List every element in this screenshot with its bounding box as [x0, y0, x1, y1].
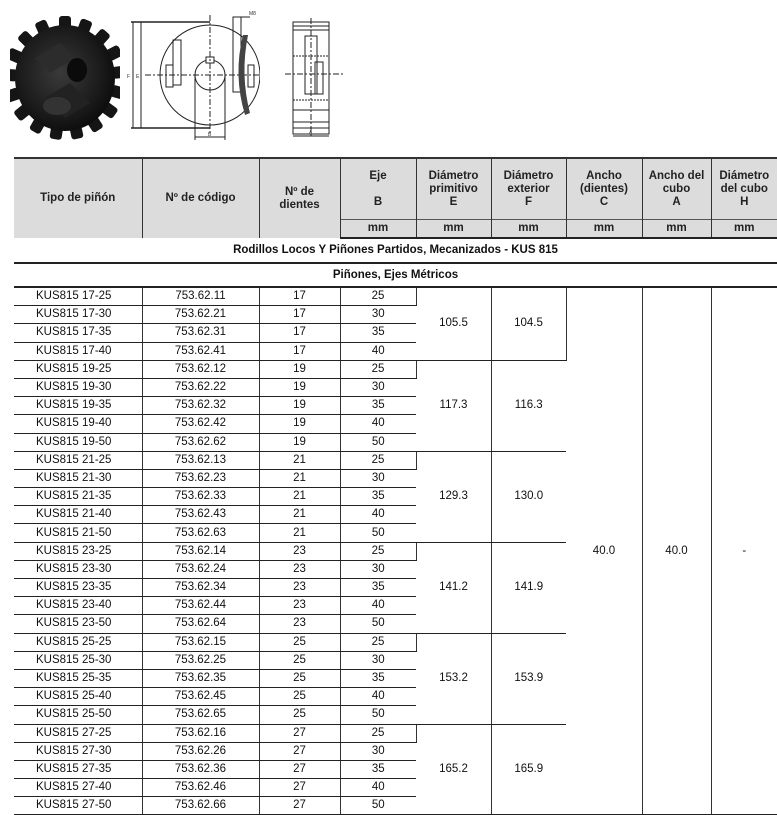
cell-type: KUS815 27-30	[14, 742, 142, 760]
cell-type: KUS815 17-30	[14, 306, 142, 324]
cell-type: KUS815 23-30	[14, 560, 142, 578]
cell-code: 753.62.11	[142, 287, 259, 306]
cell-type: KUS815 27-25	[14, 724, 142, 742]
col-header-tooth-width: Ancho (dientes) C	[566, 158, 642, 220]
cell-outer-diameter: 141.9	[491, 542, 566, 633]
cell-teeth: 19	[259, 378, 340, 396]
cell-type: KUS815 17-40	[14, 342, 142, 360]
svg-text:B: B	[208, 132, 212, 138]
cell-shaft: 25	[340, 542, 416, 560]
front-view-drawing	[125, 5, 260, 140]
cell-shaft: 30	[340, 651, 416, 669]
cell-type: KUS815 19-50	[14, 433, 142, 451]
cell-type: KUS815 23-25	[14, 542, 142, 560]
cell-code: 753.62.22	[142, 378, 259, 396]
svg-text:E: E	[136, 74, 140, 80]
col-header-hub-diameter: Diámetro del cubo H	[711, 158, 777, 220]
cell-teeth: 23	[259, 542, 340, 560]
cell-shaft: 40	[340, 597, 416, 615]
unit-hub-width: mm	[642, 220, 711, 239]
cell-shaft: 40	[340, 506, 416, 524]
cell-code: 753.62.65	[142, 706, 259, 724]
cell-teeth: 25	[259, 651, 340, 669]
sprocket-spec-table	[14, 157, 777, 815]
cell-type: KUS815 27-50	[14, 797, 142, 815]
cell-tooth-width: 40.0	[566, 287, 642, 815]
cell-type: KUS815 25-25	[14, 633, 142, 651]
cell-code: 753.62.15	[142, 633, 259, 651]
cell-teeth: 21	[259, 469, 340, 487]
cell-outer-diameter: 165.9	[491, 724, 566, 815]
cell-type: KUS815 25-40	[14, 688, 142, 706]
cell-code: 753.62.35	[142, 669, 259, 687]
cell-shaft: 40	[340, 415, 416, 433]
cell-code: 753.62.41	[142, 342, 259, 360]
cell-code: 753.62.43	[142, 506, 259, 524]
cell-code: 753.62.21	[142, 306, 259, 324]
cell-teeth: 23	[259, 560, 340, 578]
cell-code: 753.62.33	[142, 488, 259, 506]
subsection-title: Piñones, Ejes Métricos	[14, 263, 777, 287]
cell-hub-diameter: -	[711, 287, 777, 815]
svg-text:F: F	[127, 74, 131, 80]
cell-teeth: 27	[259, 760, 340, 778]
cell-shaft: 50	[340, 433, 416, 451]
cell-type: KUS815 17-35	[14, 324, 142, 342]
cell-type: KUS815 27-35	[14, 760, 142, 778]
cell-shaft: 30	[340, 306, 416, 324]
cell-outer-diameter: 116.3	[491, 360, 566, 451]
unit-outer: mm	[491, 220, 566, 239]
cell-shaft: 25	[340, 451, 416, 469]
cell-shaft: 50	[340, 524, 416, 542]
cell-code: 753.62.63	[142, 524, 259, 542]
svg-text:M8: M8	[249, 11, 256, 17]
cell-teeth: 27	[259, 724, 340, 742]
cell-teeth: 17	[259, 287, 340, 306]
cell-hub-width: 40.0	[642, 287, 711, 815]
cell-shaft: 35	[340, 488, 416, 506]
cell-code: 753.62.44	[142, 597, 259, 615]
cell-shaft: 30	[340, 742, 416, 760]
cell-type: KUS815 23-50	[14, 615, 142, 633]
col-header-hub-width: Ancho del cubo A	[642, 158, 711, 220]
svg-text:A: A	[309, 130, 313, 136]
cell-teeth: 25	[259, 669, 340, 687]
cell-outer-diameter: 104.5	[491, 287, 566, 360]
cell-type: KUS815 21-40	[14, 506, 142, 524]
sprocket-photo	[10, 12, 120, 142]
cell-shaft: 25	[340, 287, 416, 306]
cell-shaft: 35	[340, 579, 416, 597]
cell-type: KUS815 21-35	[14, 488, 142, 506]
cell-code: 753.62.25	[142, 651, 259, 669]
cell-teeth: 17	[259, 324, 340, 342]
cell-code: 753.62.31	[142, 324, 259, 342]
unit-hub-diameter: mm	[711, 220, 777, 239]
cell-code: 753.62.42	[142, 415, 259, 433]
cell-type: KUS815 21-30	[14, 469, 142, 487]
cell-code: 753.62.16	[142, 724, 259, 742]
product-figures	[0, 0, 777, 150]
cell-teeth: 17	[259, 342, 340, 360]
cell-teeth: 19	[259, 397, 340, 415]
col-header-type: Tipo de piñón	[14, 158, 142, 238]
cell-teeth: 25	[259, 633, 340, 651]
cell-shaft: 30	[340, 378, 416, 396]
col-header-pitch-diameter: Diámetro primitivo E	[416, 158, 491, 220]
cell-shaft: 50	[340, 615, 416, 633]
cell-teeth: 25	[259, 688, 340, 706]
cell-shaft: 40	[340, 779, 416, 797]
cell-teeth: 27	[259, 779, 340, 797]
cell-shaft: 25	[340, 633, 416, 651]
cell-teeth: 21	[259, 451, 340, 469]
cell-type: KUS815 27-40	[14, 779, 142, 797]
cell-code: 753.62.12	[142, 360, 259, 378]
cell-pitch-diameter: 165.2	[416, 724, 491, 815]
unit-shaft: mm	[340, 220, 416, 239]
cell-shaft: 50	[340, 706, 416, 724]
cell-teeth: 19	[259, 433, 340, 451]
cell-shaft: 40	[340, 688, 416, 706]
cell-type: KUS815 23-35	[14, 579, 142, 597]
cell-type: KUS815 23-40	[14, 597, 142, 615]
unit-width: mm	[566, 220, 642, 239]
cell-code: 753.62.45	[142, 688, 259, 706]
cell-type: KUS815 19-30	[14, 378, 142, 396]
cell-shaft: 35	[340, 324, 416, 342]
col-header-teeth: Nº de dientes	[259, 158, 340, 238]
cell-code: 753.62.23	[142, 469, 259, 487]
cell-type: KUS815 17-25	[14, 287, 142, 306]
cell-teeth: 17	[259, 306, 340, 324]
cell-pitch-diameter: 105.5	[416, 287, 491, 360]
cell-code: 753.62.66	[142, 797, 259, 815]
col-header-code: Nº de código	[142, 158, 259, 238]
cell-teeth: 27	[259, 742, 340, 760]
cell-code: 753.62.64	[142, 615, 259, 633]
cell-type: KUS815 19-35	[14, 397, 142, 415]
cell-type: KUS815 21-25	[14, 451, 142, 469]
col-header-shaft: Eje B	[340, 158, 416, 220]
cell-pitch-diameter: 153.2	[416, 633, 491, 724]
cell-teeth: 21	[259, 488, 340, 506]
cell-outer-diameter: 153.9	[491, 633, 566, 724]
cell-code: 753.62.24	[142, 560, 259, 578]
cell-code: 753.62.46	[142, 779, 259, 797]
cell-code: 753.62.14	[142, 542, 259, 560]
cell-teeth: 21	[259, 506, 340, 524]
cell-type: KUS815 21-50	[14, 524, 142, 542]
cell-shaft: 35	[340, 669, 416, 687]
cell-code: 753.62.26	[142, 742, 259, 760]
cell-teeth: 23	[259, 597, 340, 615]
cell-type: KUS815 25-50	[14, 706, 142, 724]
cell-shaft: 40	[340, 342, 416, 360]
side-view-drawing	[285, 10, 345, 140]
table-body	[14, 287, 777, 815]
cell-shaft: 30	[340, 560, 416, 578]
cell-type: KUS815 25-35	[14, 669, 142, 687]
cell-pitch-diameter: 117.3	[416, 360, 491, 451]
cell-teeth: 19	[259, 415, 340, 433]
cell-teeth: 21	[259, 524, 340, 542]
cell-teeth: 25	[259, 706, 340, 724]
cell-type: KUS815 25-30	[14, 651, 142, 669]
unit-pitch: mm	[416, 220, 491, 239]
cell-pitch-diameter: 129.3	[416, 451, 491, 542]
cell-code: 753.62.62	[142, 433, 259, 451]
cell-shaft: 25	[340, 724, 416, 742]
cell-teeth: 27	[259, 797, 340, 815]
cell-shaft: 35	[340, 760, 416, 778]
cell-code: 753.62.13	[142, 451, 259, 469]
section-title: Rodillos Locos Y Piñones Partidos, Mecanizados - KUS 815	[14, 238, 777, 263]
table-header	[14, 158, 777, 238]
cell-shaft: 50	[340, 797, 416, 815]
cell-shaft: 25	[340, 360, 416, 378]
cell-type: KUS815 19-40	[14, 415, 142, 433]
cell-pitch-diameter: 141.2	[416, 542, 491, 633]
cell-teeth: 23	[259, 615, 340, 633]
cell-type: KUS815 19-25	[14, 360, 142, 378]
cell-teeth: 19	[259, 360, 340, 378]
col-header-outer-diameter: Diámetro exterior F	[491, 158, 566, 220]
cell-code: 753.62.32	[142, 397, 259, 415]
cell-outer-diameter: 130.0	[491, 451, 566, 542]
cell-code: 753.62.36	[142, 760, 259, 778]
cell-teeth: 23	[259, 579, 340, 597]
cell-shaft: 35	[340, 397, 416, 415]
cell-shaft: 30	[340, 469, 416, 487]
cell-code: 753.62.34	[142, 579, 259, 597]
table-row	[14, 287, 777, 306]
